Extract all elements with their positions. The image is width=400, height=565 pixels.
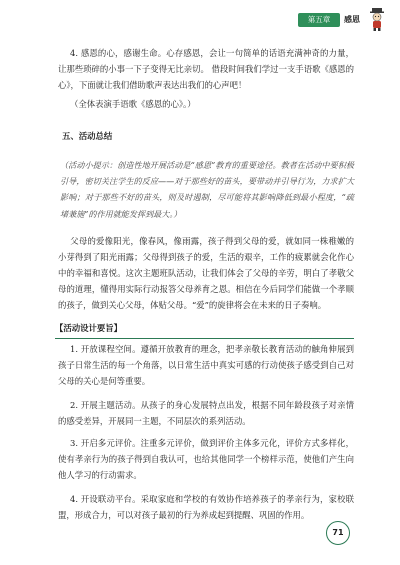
design-item (58, 491, 354, 523)
intro-note: （全体表演手语歌《感恩的心》。） (70, 99, 196, 109)
design-item-text: 3. 开启多元评价。注重多元评价，做到评价主体多元化，评价方式多样化，使有孝亲行为的孩子得到自我认可，也给其他同学一个榜样示范，使他们产生向他人学习的行动需求。 (58, 438, 354, 481)
design-item (58, 341, 354, 389)
design-item-text: 2. 开展主题活动。从孩子的身心发展特点出发，根据不同年龄段孩子对亲情的感受差异，开展同一主题，不同层次的系列活动。 (58, 400, 354, 427)
design-item (58, 397, 354, 429)
intro-paragraph (58, 45, 354, 93)
design-item-text: 1. 开放课程空间。遵循开放教育的理念，把孝亲敬长教育活动的触角伸展到孩子日常生活的每一个角落，以日常生活中真实可感的行动使孩子感受到自己对父母的关心是何等重要。 (58, 344, 354, 387)
design-item-text: 4. 开设联动平台。采取家庭和学校的有效协作培养孩子的孝亲行为，家校联盟，形成合力，可以对孩子最初的行为养成起到提醒、巩固的作用。 (58, 494, 354, 521)
chapter-tag: 第五章 (298, 13, 340, 27)
chapter-badge (298, 10, 386, 32)
design-heading: 【活动设计要旨】 (55, 323, 122, 333)
summary-paragraph (58, 233, 354, 313)
mascot-icon (368, 7, 386, 31)
section-heading: 五、活动总结 (62, 131, 113, 141)
summary-text: 父母的爱像阳光，像春风，像雨露，孩子得到父母的爱，就如同一株稚嫩的小芽得到了阳光雨露；父母得到孩子的爱，生活的艰辛，工作的疲累就会化作心中的幸福和喜悦。这次主题班队活动，让我们体会了父母的辛劳，明白了孝敬父母的道理，懂得用实际行动报答父母养育之恩。相信在今后同学们能做一个孝顺的孩子，做到关心父母，体贴父母。“爱”的旋律将会在未来的日子奏响。 (58, 236, 354, 311)
intro-text: 4. 感恩的心，感谢生命。心存感恩，会让一句简单的话语充满神奇的力量，让那些琐碎的小事一下子变得无比亲切。 借段时间我们学过一支手语歌《感恩的心》，下面就让我们借助歌声表达出我们的心声吧！ (58, 48, 354, 91)
activity-tip: （活动小提示：创造性地开展活动是“感恩”教育的重要途径。教者在活动中要积极引导，密切关注学生的反应——对于那些好的苗头，要带动并引导行为，力求扩大影响；对于那些不好的苗头，则及时遏制，尽可能将其影响降低到最小程度，“疏堵兼施”的作用就能发挥到最大。） (60, 160, 354, 219)
page-number: 71 (326, 521, 350, 545)
design-rule (55, 338, 354, 339)
design-item (58, 435, 354, 483)
chapter-title: 感恩 (344, 15, 360, 24)
